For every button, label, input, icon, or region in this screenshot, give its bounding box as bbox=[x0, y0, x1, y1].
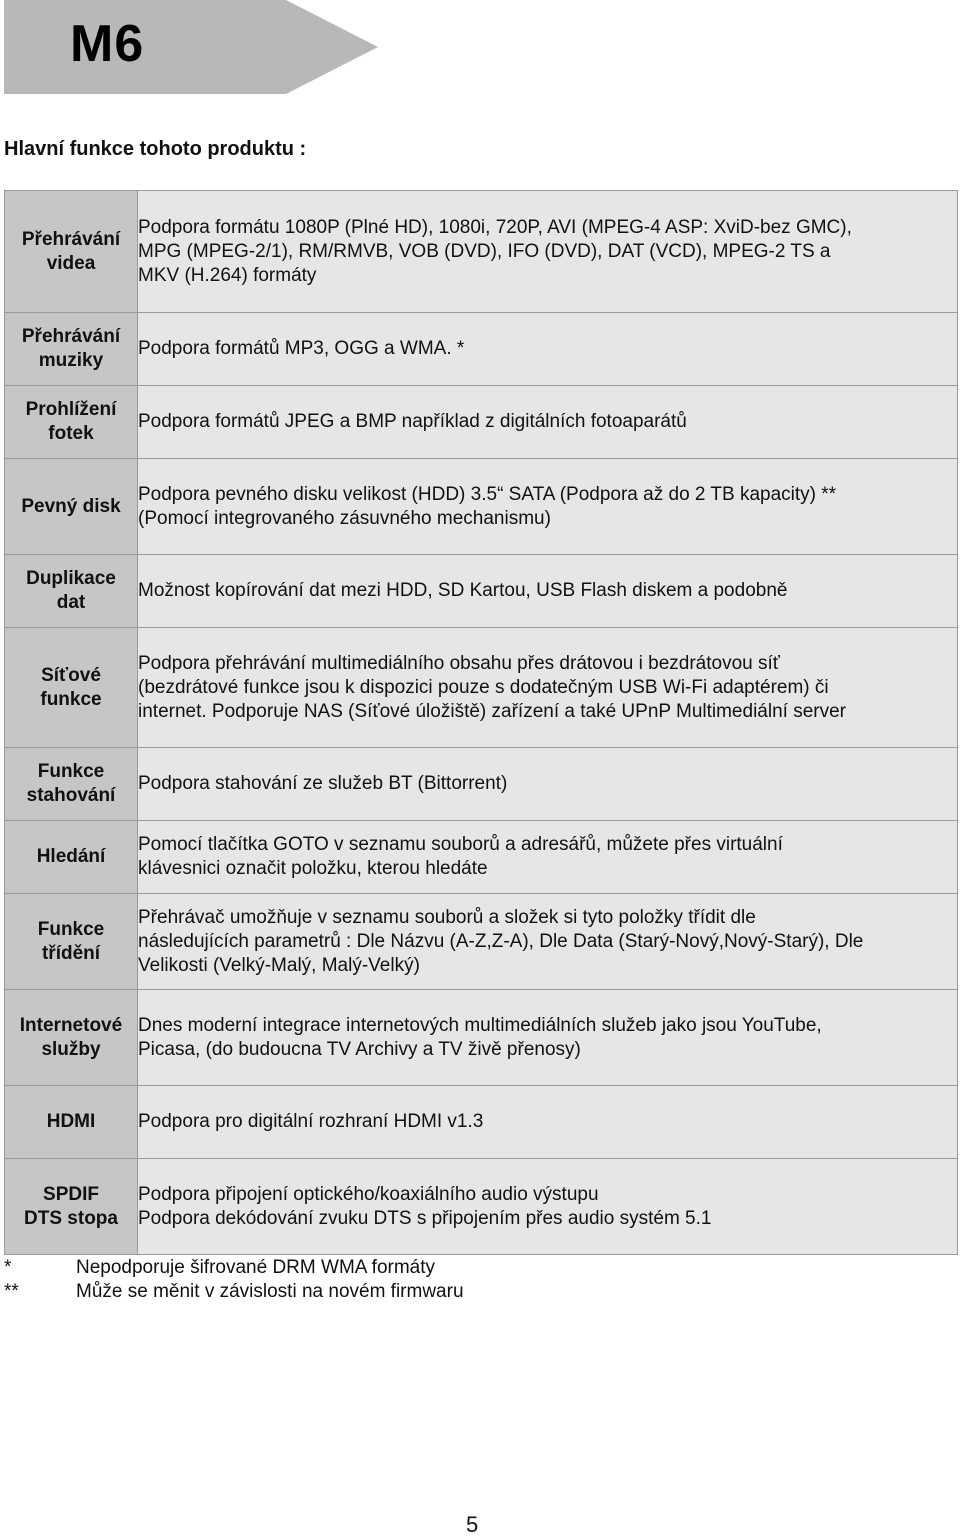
feature-description-line: Podpora připojení optického/koaxiálního audio výstupu bbox=[138, 1183, 599, 1205]
feature-description bbox=[138, 386, 958, 459]
feature-description bbox=[138, 555, 958, 628]
feature-description-line: Pomocí tlačítka GOTO v seznamu souborů a adresářů, můžete přes virtuální bbox=[138, 834, 783, 855]
feature-row bbox=[5, 386, 958, 459]
feature-label-line: Funkce bbox=[37, 761, 105, 782]
feature-description bbox=[138, 459, 958, 555]
footnote bbox=[4, 1280, 464, 1304]
feature-description bbox=[138, 628, 958, 748]
feature-description-line: internet. Podporuje NAS (Síťové úložiště) zařízení a také UPnP Multimediální server bbox=[138, 700, 846, 722]
feature-description-line: Podpora pro digitální rozhraní HDMI v1.3 bbox=[138, 1111, 484, 1132]
feature-label bbox=[5, 191, 138, 313]
feature-label-line: muziky bbox=[38, 350, 104, 371]
feature-label-line: Duplikace bbox=[26, 568, 116, 589]
feature-row bbox=[5, 313, 958, 386]
feature-description-line: Podpora přehrávání multimediálního obsahu přes drátovou i bezdrátovou síť bbox=[138, 652, 780, 674]
feature-description-line: Podpora dekódování zvuku DTS s připojením přes audio systém 5.1 bbox=[138, 1207, 712, 1229]
page-heading: Hlavní funkce tohoto produktu : bbox=[4, 138, 307, 160]
feature-description bbox=[138, 748, 958, 821]
feature-label bbox=[5, 459, 138, 555]
feature-row bbox=[5, 748, 958, 821]
feature-description-line: Podpora stahování ze služeb BT (Bittorrent) bbox=[138, 773, 508, 794]
feature-label bbox=[5, 894, 138, 990]
feature-label-line: fotek bbox=[48, 423, 94, 444]
feature-description bbox=[138, 821, 958, 894]
banner-arrow-shape bbox=[4, 0, 380, 94]
feature-label-line: Síťové bbox=[41, 664, 101, 686]
features-table bbox=[4, 190, 958, 1255]
feature-label bbox=[5, 386, 138, 459]
feature-description-line: Velikosti (Velký-Malý, Malý-Velký) bbox=[138, 954, 420, 976]
feature-description bbox=[138, 313, 958, 386]
footnote-mark: ** bbox=[4, 1281, 19, 1302]
feature-description-line: Podpora pevného disku velikost (HDD) 3.5“ SATA (Podpora až do 2 TB kapacity) ** bbox=[138, 483, 837, 505]
feature-description-line: MKV (H.264) formáty bbox=[138, 264, 317, 286]
feature-label bbox=[5, 555, 138, 628]
feature-label-line: Prohlížení bbox=[25, 399, 117, 420]
feature-row bbox=[5, 821, 958, 894]
feature-label-line: Přehrávání bbox=[21, 228, 121, 250]
feature-label-line: HDMI bbox=[46, 1111, 96, 1132]
feature-description bbox=[138, 1159, 958, 1255]
feature-label-line: Internetové bbox=[19, 1014, 123, 1036]
feature-description-line: (Pomocí integrovaného zásuvného mechanismu) bbox=[138, 507, 551, 529]
footnote-mark: * bbox=[4, 1257, 12, 1278]
feature-description-line: (bezdrátové funkce jsou k dispozici pouze s dodatečným USB Wi-Fi adaptérem) či bbox=[138, 676, 829, 698]
feature-label bbox=[5, 821, 138, 894]
feature-label bbox=[5, 1086, 138, 1159]
feature-label bbox=[5, 990, 138, 1086]
footnote-text: Nepodporuje šifrované DRM WMA formáty bbox=[76, 1257, 436, 1278]
feature-description-line: Podpora formátů JPEG a BMP například z digitálních fotoaparátů bbox=[138, 411, 687, 432]
feature-label-line: funkce bbox=[40, 688, 102, 710]
feature-label-line: dat bbox=[56, 592, 86, 613]
feature-description-line: Podpora formátů MP3, OGG a WMA. * bbox=[138, 338, 465, 359]
feature-label bbox=[5, 313, 138, 386]
feature-label-line: DTS stopa bbox=[24, 1207, 118, 1229]
feature-description-line: Možnost kopírování dat mezi HDD, SD Kartou, USB Flash diskem a podobně bbox=[138, 580, 788, 601]
footnote bbox=[4, 1256, 464, 1280]
feature-label-line: Pevný disk bbox=[21, 495, 121, 517]
feature-description bbox=[138, 894, 958, 990]
feature-label-line: služby bbox=[41, 1038, 101, 1060]
feature-description bbox=[138, 191, 958, 313]
feature-description bbox=[138, 1086, 958, 1159]
feature-row bbox=[5, 628, 958, 748]
feature-label bbox=[5, 628, 138, 748]
feature-label bbox=[5, 1159, 138, 1255]
page-number: 5 bbox=[466, 1512, 479, 1537]
feature-label-line: Hledání bbox=[36, 846, 106, 867]
feature-row bbox=[5, 990, 958, 1086]
feature-label bbox=[5, 748, 138, 821]
feature-description-line: MPG (MPEG-2/1), RM/RMVB, VOB (DVD), IFO (DVD), DAT (VCD), MPEG-2 TS a bbox=[138, 240, 831, 262]
banner-title: M6 bbox=[70, 15, 145, 73]
feature-description-line: Dnes moderní integrace internetových multimediálních služeb jako jsou YouTube, bbox=[138, 1014, 822, 1036]
feature-label-line: SPDIF bbox=[43, 1183, 99, 1205]
feature-description-line: následujících parametrů : Dle Názvu (A-Z,Z-A), Dle Data (Starý-Nový,Nový-Starý), Dle bbox=[138, 930, 864, 952]
footnotes bbox=[4, 1256, 464, 1304]
feature-label-line: videa bbox=[46, 252, 96, 274]
feature-row bbox=[5, 191, 958, 313]
feature-row bbox=[5, 555, 958, 628]
feature-label-line: stahování bbox=[26, 785, 116, 806]
feature-row bbox=[5, 894, 958, 990]
feature-label-line: Přehrávání bbox=[21, 326, 121, 347]
feature-label-line: třídění bbox=[41, 942, 101, 964]
feature-description-line: klávesnici označit položku, kterou hledáte bbox=[138, 858, 488, 879]
feature-description bbox=[138, 990, 958, 1086]
feature-description-line: Podpora formátu 1080P (Plné HD), 1080i, 720P, AVI (MPEG-4 ASP: XviD-bez GMC), bbox=[138, 216, 852, 238]
feature-row bbox=[5, 1159, 958, 1255]
feature-description-line: Přehrávač umožňuje v seznamu souborů a složek si tyto položky třídit dle bbox=[138, 906, 756, 928]
footnote-text: Může se měnit v závislosti na novém firmwaru bbox=[76, 1281, 464, 1302]
title-banner bbox=[4, 0, 380, 94]
feature-row bbox=[5, 459, 958, 555]
feature-description-line: Picasa, (do budoucna TV Archivy a TV živě přenosy) bbox=[138, 1038, 581, 1060]
feature-row bbox=[5, 1086, 958, 1159]
feature-label-line: Funkce bbox=[37, 918, 105, 940]
